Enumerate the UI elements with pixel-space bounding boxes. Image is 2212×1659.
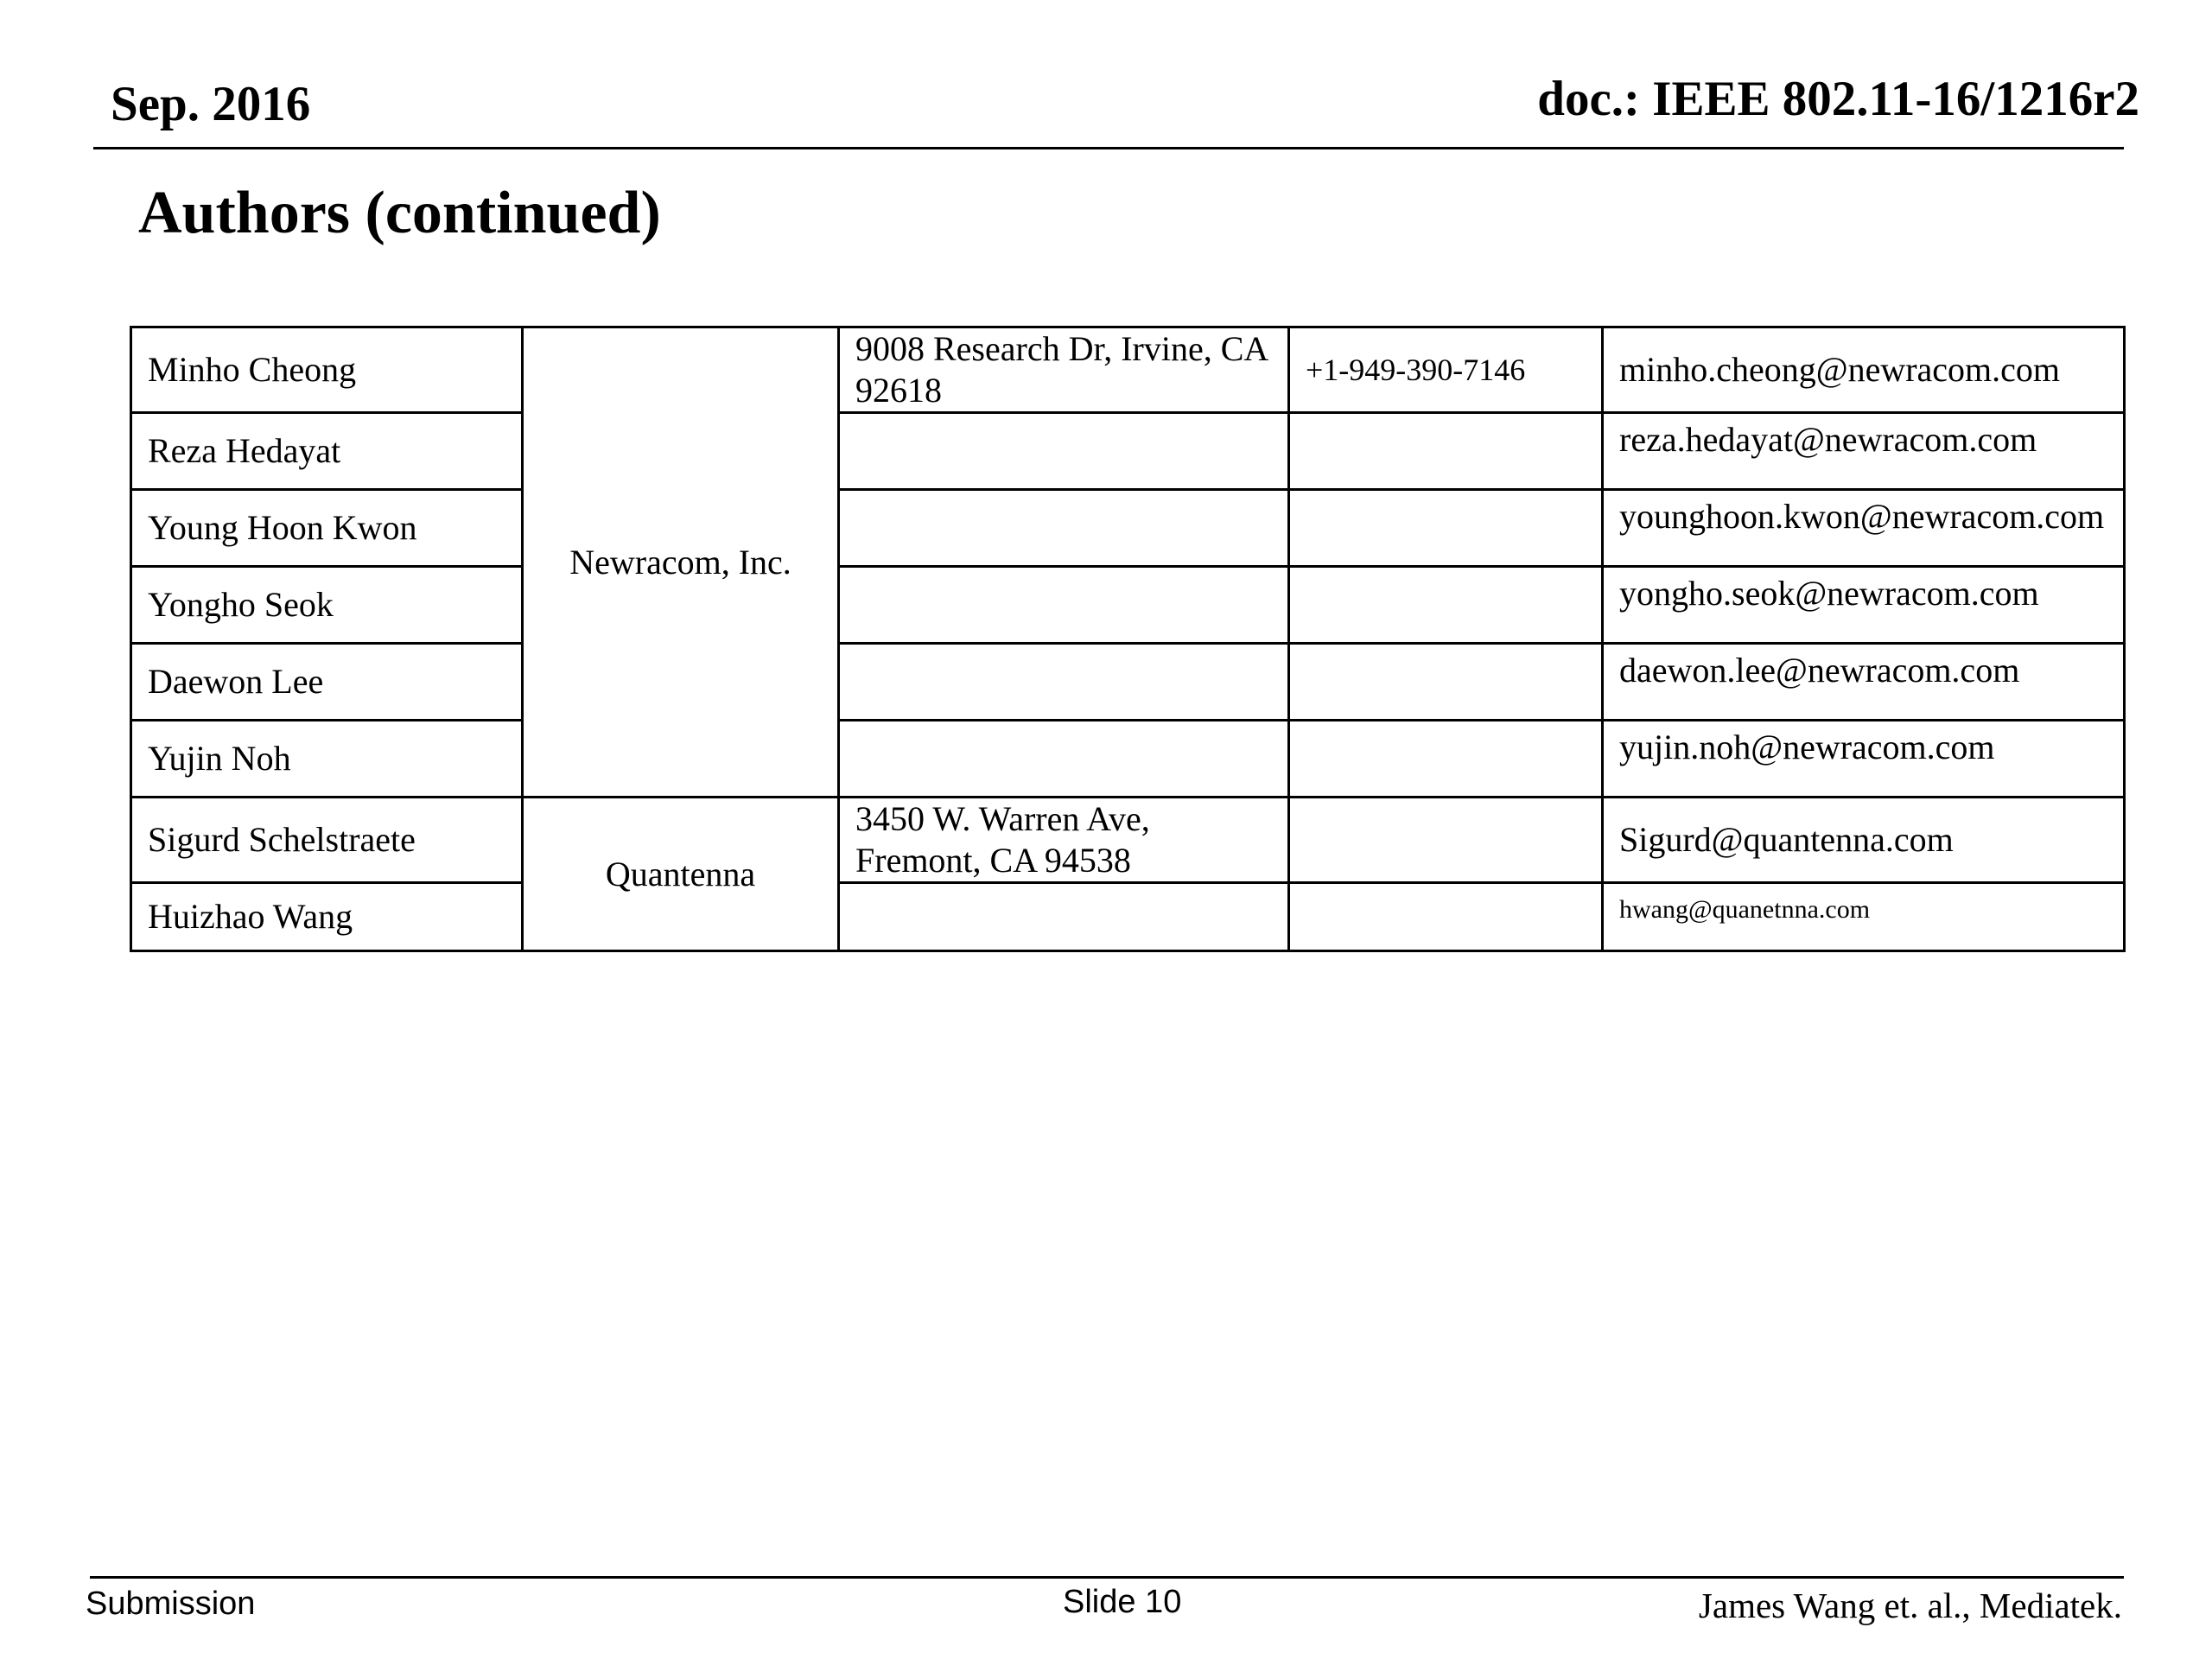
author-name: Sigurd Schelstraete bbox=[131, 798, 523, 883]
phone-cell bbox=[1289, 490, 1603, 567]
phone-cell bbox=[1289, 883, 1603, 951]
author-name: Reza Hedayat bbox=[131, 413, 523, 490]
address-cell: 9008 Research Dr, Irvine, CA 92618 bbox=[839, 327, 1289, 413]
phone-cell bbox=[1289, 644, 1603, 721]
author-name: Daewon Lee bbox=[131, 644, 523, 721]
affiliation-cell: Quantenna bbox=[523, 798, 839, 951]
phone-cell: +1-949-390-7146 bbox=[1289, 327, 1603, 413]
author-name: Huizhao Wang bbox=[131, 883, 523, 951]
authors-table bbox=[130, 326, 2126, 952]
slide-title: Authors (continued) bbox=[138, 180, 661, 246]
phone-cell bbox=[1289, 721, 1603, 798]
phone-cell bbox=[1289, 798, 1603, 883]
address-cell bbox=[839, 567, 1289, 644]
email-cell: yujin.noh@newracom.com bbox=[1603, 721, 2125, 798]
address-cell bbox=[839, 413, 1289, 490]
table-row bbox=[131, 567, 2125, 644]
table-row bbox=[131, 327, 2125, 413]
table-row bbox=[131, 721, 2125, 798]
author-name: Yongho Seok bbox=[131, 567, 523, 644]
author-name: Young Hoon Kwon bbox=[131, 490, 523, 567]
address-cell: 3450 W. Warren Ave, Fremont, CA 94538 bbox=[839, 798, 1289, 883]
footer-divider bbox=[90, 1576, 2124, 1579]
header-doc-id: doc.: IEEE 802.11-16/1216r2 bbox=[1537, 72, 2139, 126]
email-cell: minho.cheong@newracom.com bbox=[1603, 327, 2125, 413]
email-cell: reza.hedayat@newracom.com bbox=[1603, 413, 2125, 490]
header-divider bbox=[93, 147, 2124, 149]
affiliation-cell: Newracom, Inc. bbox=[523, 327, 839, 798]
footer-slide-number: Slide 10 bbox=[1063, 1584, 1182, 1620]
address-cell bbox=[839, 490, 1289, 567]
author-name: Yujin Noh bbox=[131, 721, 523, 798]
address-cell bbox=[839, 644, 1289, 721]
email-cell: daewon.lee@newracom.com bbox=[1603, 644, 2125, 721]
email-cell: hwang@quanetnna.com bbox=[1603, 883, 2125, 951]
address-cell bbox=[839, 721, 1289, 798]
table-row bbox=[131, 490, 2125, 567]
table-row bbox=[131, 883, 2125, 951]
table-row bbox=[131, 798, 2125, 883]
footer-author-credit: James Wang et. al., Mediatek. bbox=[1698, 1586, 2122, 1625]
email-cell: younghoon.kwon@newracom.com bbox=[1603, 490, 2125, 567]
email-cell: yongho.seok@newracom.com bbox=[1603, 567, 2125, 644]
email-cell: Sigurd@quantenna.com bbox=[1603, 798, 2125, 883]
footer-submission: Submission bbox=[86, 1586, 256, 1622]
phone-cell bbox=[1289, 567, 1603, 644]
header-date: Sep. 2016 bbox=[111, 77, 311, 131]
table-row bbox=[131, 413, 2125, 490]
table-row bbox=[131, 644, 2125, 721]
author-name: Minho Cheong bbox=[131, 327, 523, 413]
address-cell bbox=[839, 883, 1289, 951]
phone-cell bbox=[1289, 413, 1603, 490]
